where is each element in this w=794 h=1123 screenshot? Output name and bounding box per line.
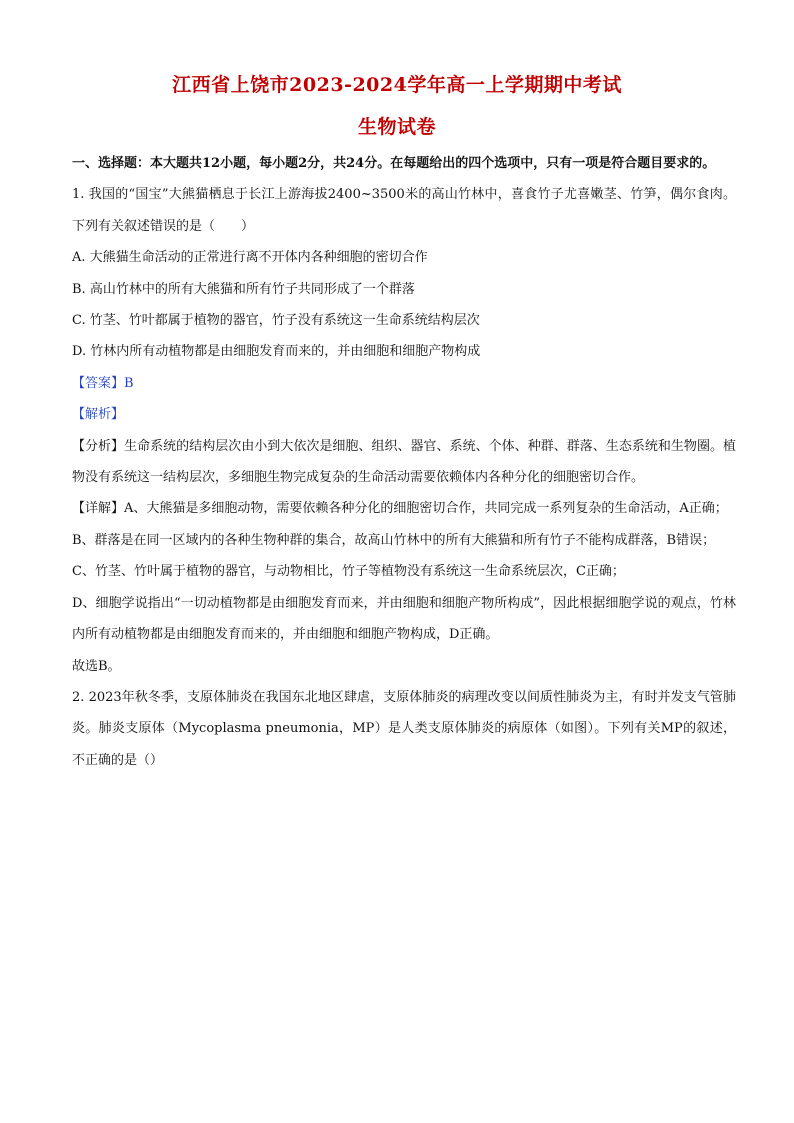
document-subtitle: 生物试卷 (357, 116, 436, 138)
question-1-detail-a: 【详解】A、大熊猫是多细胞动物，需要依赖各种分化的细胞密切合作，共同完成一系列复杂的生命活动，A正确； (72, 501, 728, 517)
document-body (72, 148, 736, 776)
question-1-conclusion: 故选B。 (72, 658, 121, 674)
question-1-option-c: C. 竹茎、竹叶都属于植物的器官，竹子没有系统这一生命系统结构层次 (72, 313, 480, 329)
question-2-stem: 2. 2023年秋冬季，支原体肺炎在我国东北地区肆虐，支原体肺炎的病理改变以间质性肺炎为主，有时并发支气管肺炎。肺炎支原体（Mycoplasma pneumonia，MP）是人类支原体肺炎的病原体（如图）。下列有关MP的叙述，不正确的是（） (72, 689, 736, 768)
question-1-option-a: A. 大熊猫生命活动的正常进行离不开体内各种细胞的密切合作 (72, 250, 428, 266)
question-1-analysis: 【分析】生命系统的结构层次由小到大依次是细胞、组织、器官、系统、个体、种群、群落、生态系统和生物圈。植物没有系统这一结构层次，多细胞生物完成复杂的生命活动需要依赖体内各种分化的细胞密切合作。 (72, 438, 736, 486)
question-1-detail-b: B、群落是在同一区域内的各种生物种群的集合，故高山竹林中的所有大熊猫和所有竹子不能构成群落，B错误； (72, 532, 716, 548)
question-1-detail-d: D、细胞学说指出“一切动植物都是由细胞发育而来，并由细胞和细胞产物所构成”，因此根据细胞学说的观点，竹林内所有动植物都是由细胞发育而来的，并由细胞和细胞产物构成，D正确。 (72, 595, 736, 643)
question-1-detail-c: C、竹茎、竹叶属于植物的器官，与动物相比，竹子等植物没有系统这一生命系统层次，C正确； (72, 564, 625, 580)
question-1-option-d: D. 竹林内所有动植物都是由细胞发育而来的，并由细胞和细胞产物构成 (72, 344, 481, 360)
document-title: 江西省上饶市2023-2024学年高一上学期期中考试 (172, 74, 622, 96)
section-header: 一、选择题：本大题共12小题，每小题2分，共24分。在每题给出的四个选项中，只有一项是符合题目要求的。 (72, 156, 716, 171)
question-1-analysis-label: 【解析】 (72, 407, 125, 423)
question-1-option-b: B. 高山竹林中的所有大熊猫和所有竹子共同形成了一个群落 (72, 281, 415, 297)
question-1-answer: 【答案】B (72, 375, 134, 391)
question-1-stem: 1. 我国的“国宝”大熊猫栖息于长江上游海拔2400~3500米的高山竹林中，喜食竹子尤喜嫩茎、竹笋，偶尔食肉。下列有关叙述错误的是（ ） (72, 187, 736, 234)
